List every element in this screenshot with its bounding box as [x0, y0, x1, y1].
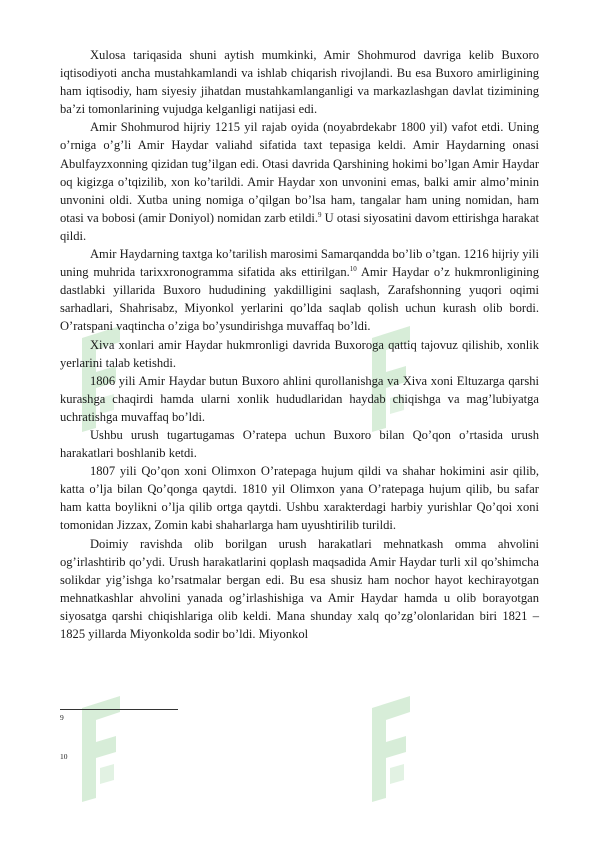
paragraph: Amir Haydarning taxtga ko’tarilish marosimi Samarqandda bo’lib o’tgan. 1216 hijriy yili uning muhrida tarixxronogramma sifatida aks ettirilgan.$^{10}$ Amir Haydar o’z hukmronligining dastlabki yillarida Buxoro hududining yakdilligini saqlash, Zarafshonning yuqori oqimi sarhadlari, Shahrisabz, Miyonkol yerlarini qo’lda saqlab qolish uchun kurash olib bordi. O’ratspani vaqtincha o’ziga bo’ysundirishga muvaffaq bo’ldi. [60, 247, 539, 334]
paragraph: 1807 yili Qo’qon xoni Olimxon O’ratepaga hujum qildi va shahar hokimini asir qilib, katta o’lja bilan Qo’qonga qaytdi. 1810 yil Olimxon yana O’ratepaga hujum qilib, bu safar ham katta boylikni o’lja qilib ortga qaytdi. Ushbu xarakterdagi harbiy yurishlar Qo’qoi xoni tomonidan Jizzax, Zomin kabi shaharlarga ham uyushtirilib turildi. [60, 464, 539, 533]
footnote-separator [60, 709, 178, 710]
footnote-ref[interactable]: 9 [317, 210, 322, 219]
paragraph: 1806 yili Amir Haydar butun Buxoro ahlini qurollanishga va Xiva xoni Eltuzarga qarshi kurashga chaqirdi hamda ularni xonlik hududlaridan haydab chiqishga va mag’lubiyatga uchratishga muvaffaq bo’ldi. [60, 373, 539, 424]
paragraph: Doimiy ravishda olib borilgan urush harakatlari mehnatkash omma ahvolini og’irlashtirib qo’ydi. Urush harakatlarini qoplash maqsadida Amir Haydar turli xil qo’shimcha solikdar yig’ishga ko’rsatmalar bergan edi. Bu esa shusiz ham nochor hayot kechirayotgan mehnatkashlar ahvolini yanada og’irlashishiga va Amir Haydar hamda u olib borayotgan siyosatga qarshi chiqishlariga olib keldi. Mana shunday xalq qo’zg’olonlaridan biri 1821 – 1825 yillarda Miyonkolda sodir bo’ldi. Miyonkol [60, 536, 539, 641]
body-text [60, 46, 539, 643]
paragraph: Xiva xonlari amir Haydar hukmronligi davrida Buxoroga qattiq tajovuz qilishib, xonlik yerlarini talab ketishdi. [60, 337, 539, 370]
footnote-mark: 9 [60, 713, 64, 722]
paragraph: Amir Shohmurod hijriy 1215 yil rajab oyida (noyabrdekabr 1800 yil) vafot etdi. Uning o’rniga o’g’li Amir Haydar valiahd sifatida taxt tepasiga keldi. Amir Haydarning onasi Abulfayzxonning qizidan tug’ilgan edi. Otasi davrida Qarshining hokimi bo’lgan Amir Haydar oq kigizga o’tqizilib, xon ko’tarildi. Amir Haydar xon unvonini emas, balki amir almo’minin unvonini oldi. Xutba uning nomiga o’qilgan bo’lsa ham, tangalar ham uning nomidan, ham otasi va bobosi (amir Doniyol) nomidan zarb etildi.$^9$ U otasi siyosatini davom ettirishga harakat qildi. [60, 120, 539, 243]
watermark-logo-icon [70, 690, 132, 810]
watermark-logo-icon [360, 690, 422, 810]
footnote-ref[interactable]: 10 [349, 264, 357, 273]
footnote-mark: 10 [60, 752, 68, 761]
paragraph: Xulosa tariqasida shuni aytish mumkinki, Amir Shohmurod davriga kelib Buxoro iqtisodiyoti ancha mustahkamlandi va ishlab chiqarish rivojlandi. Bu esa Buxoro amirligining ham iqtisodiy, ham siyesiy jihatdan mustahkamlanganligi va markazlashgan davlat tizimining ba’zi tomonlarining vujudga kelganligi natijasi edi. [60, 48, 539, 117]
paragraph: Ushbu urush tugartugamas O’ratepa uchun Buxoro bilan Qo’qon o’rtasida urush harakatlari boshlanib ketdi. [60, 427, 539, 461]
